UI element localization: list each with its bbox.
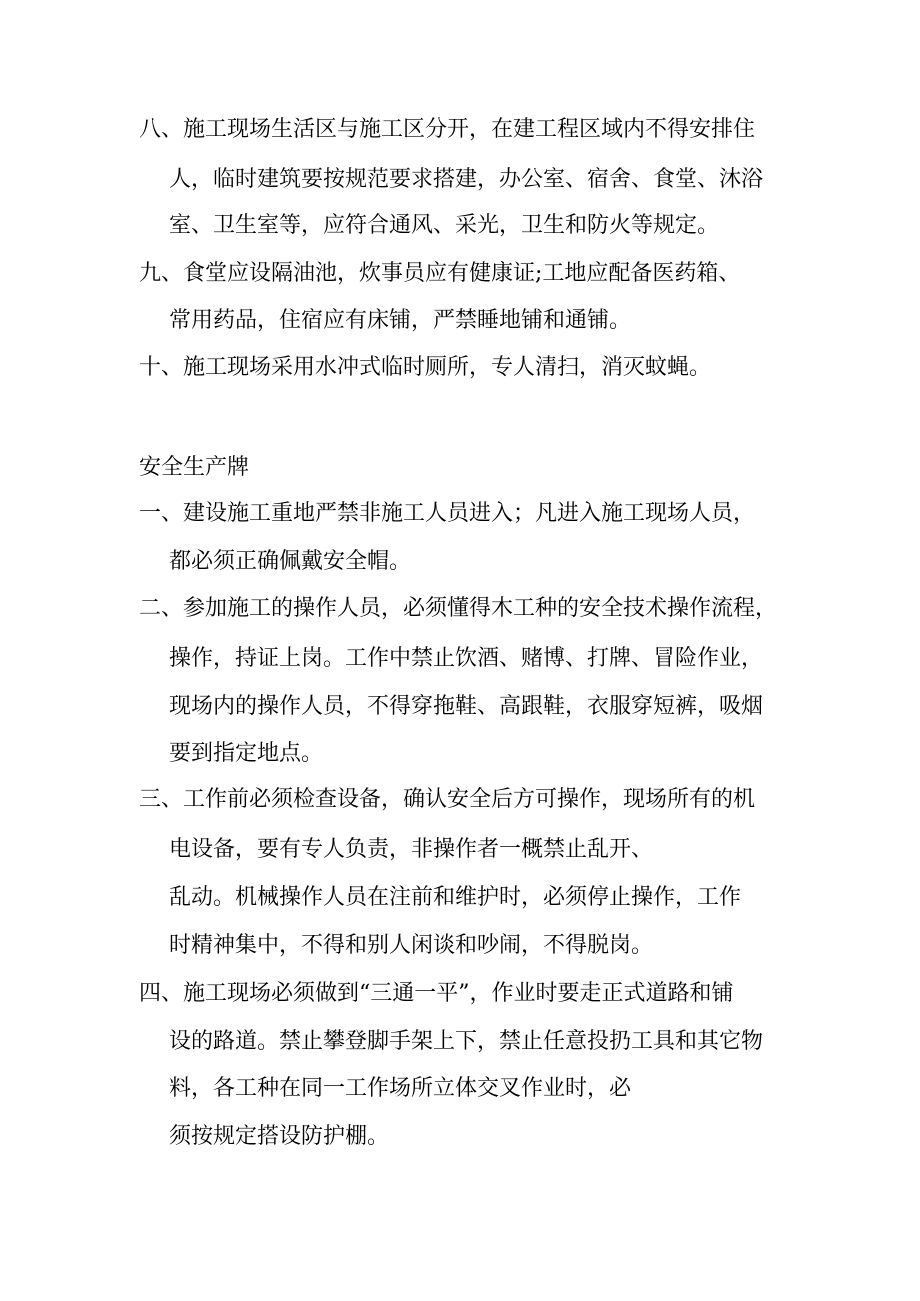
item-8-line-3: 室、卫生室等，应符合通风、采光，卫生和防火等规定。 [169, 213, 720, 238]
item-1-line-1: 一、建设施工重地严禁非施工人员进入；凡进入施工现场人员， [139, 501, 756, 526]
item-3-line-1: 三、工作前必须检查设备，确认安全后方可操作，现场所有的机 [139, 787, 756, 812]
item-4-line-1: 四、施工现场必须做到“三通一平”，作业时要走正式道路和铺 [139, 981, 734, 1006]
item-3-line-3: 乱动。机械操作人员在注前和维护时，必须停止操作，工作 [169, 885, 742, 910]
item-3-line-4: 时精神集中，不得和别人闲谈和吵闹，不得脱岗。 [169, 933, 654, 958]
item-2-line-3: 现场内的操作人员，不得穿拖鞋、高跟鞋，衣服穿短裤，吸烟 [169, 694, 764, 719]
item-10-line-1: 十、施工现场采用水冲式临时厕所，专人清扫，消灭蚊蝇。 [139, 355, 712, 380]
item-9-line-1: 九、食堂应设隔油池，炊事员应有健康证;工地应配备医药箱、 [139, 261, 741, 286]
section-heading: 安全生产牌 [139, 455, 250, 480]
item-1-line-2: 都必须正确佩戴安全帽。 [169, 549, 412, 574]
item-8-line-1: 八、施工现场生活区与施工区分开，在建工程区域内不得安排住 [139, 117, 756, 142]
item-8-line-2: 人，临时建筑要按规范要求搭建，办公室、宿舍、食堂、沐浴 [169, 167, 764, 192]
item-2-line-2: 操作，持证上岗。工作中禁止饮酒、赌博、打牌、冒险作业， [169, 646, 764, 671]
item-2-line-4: 要到指定地点。 [169, 741, 324, 766]
item-4-line-2: 设的路道。禁止攀登脚手架上下，禁止任意投扔工具和其它物 [169, 1029, 764, 1054]
item-9-line-2: 常用药品，住宿应有床铺，严禁睡地铺和通铺。 [169, 308, 632, 333]
item-3-line-2: 电设备，要有专人负责，非操作者一概禁止乱开、 [169, 837, 654, 862]
item-4-line-4: 须按规定搭设防护棚。 [169, 1124, 390, 1149]
item-4-line-3: 料，各工种在同一工作场所立体交叉作业时，必 [169, 1076, 632, 1101]
item-2-line-1: 二、参加施工的操作人员，必须懂得木工种的安全技术操作流程， [139, 596, 778, 621]
